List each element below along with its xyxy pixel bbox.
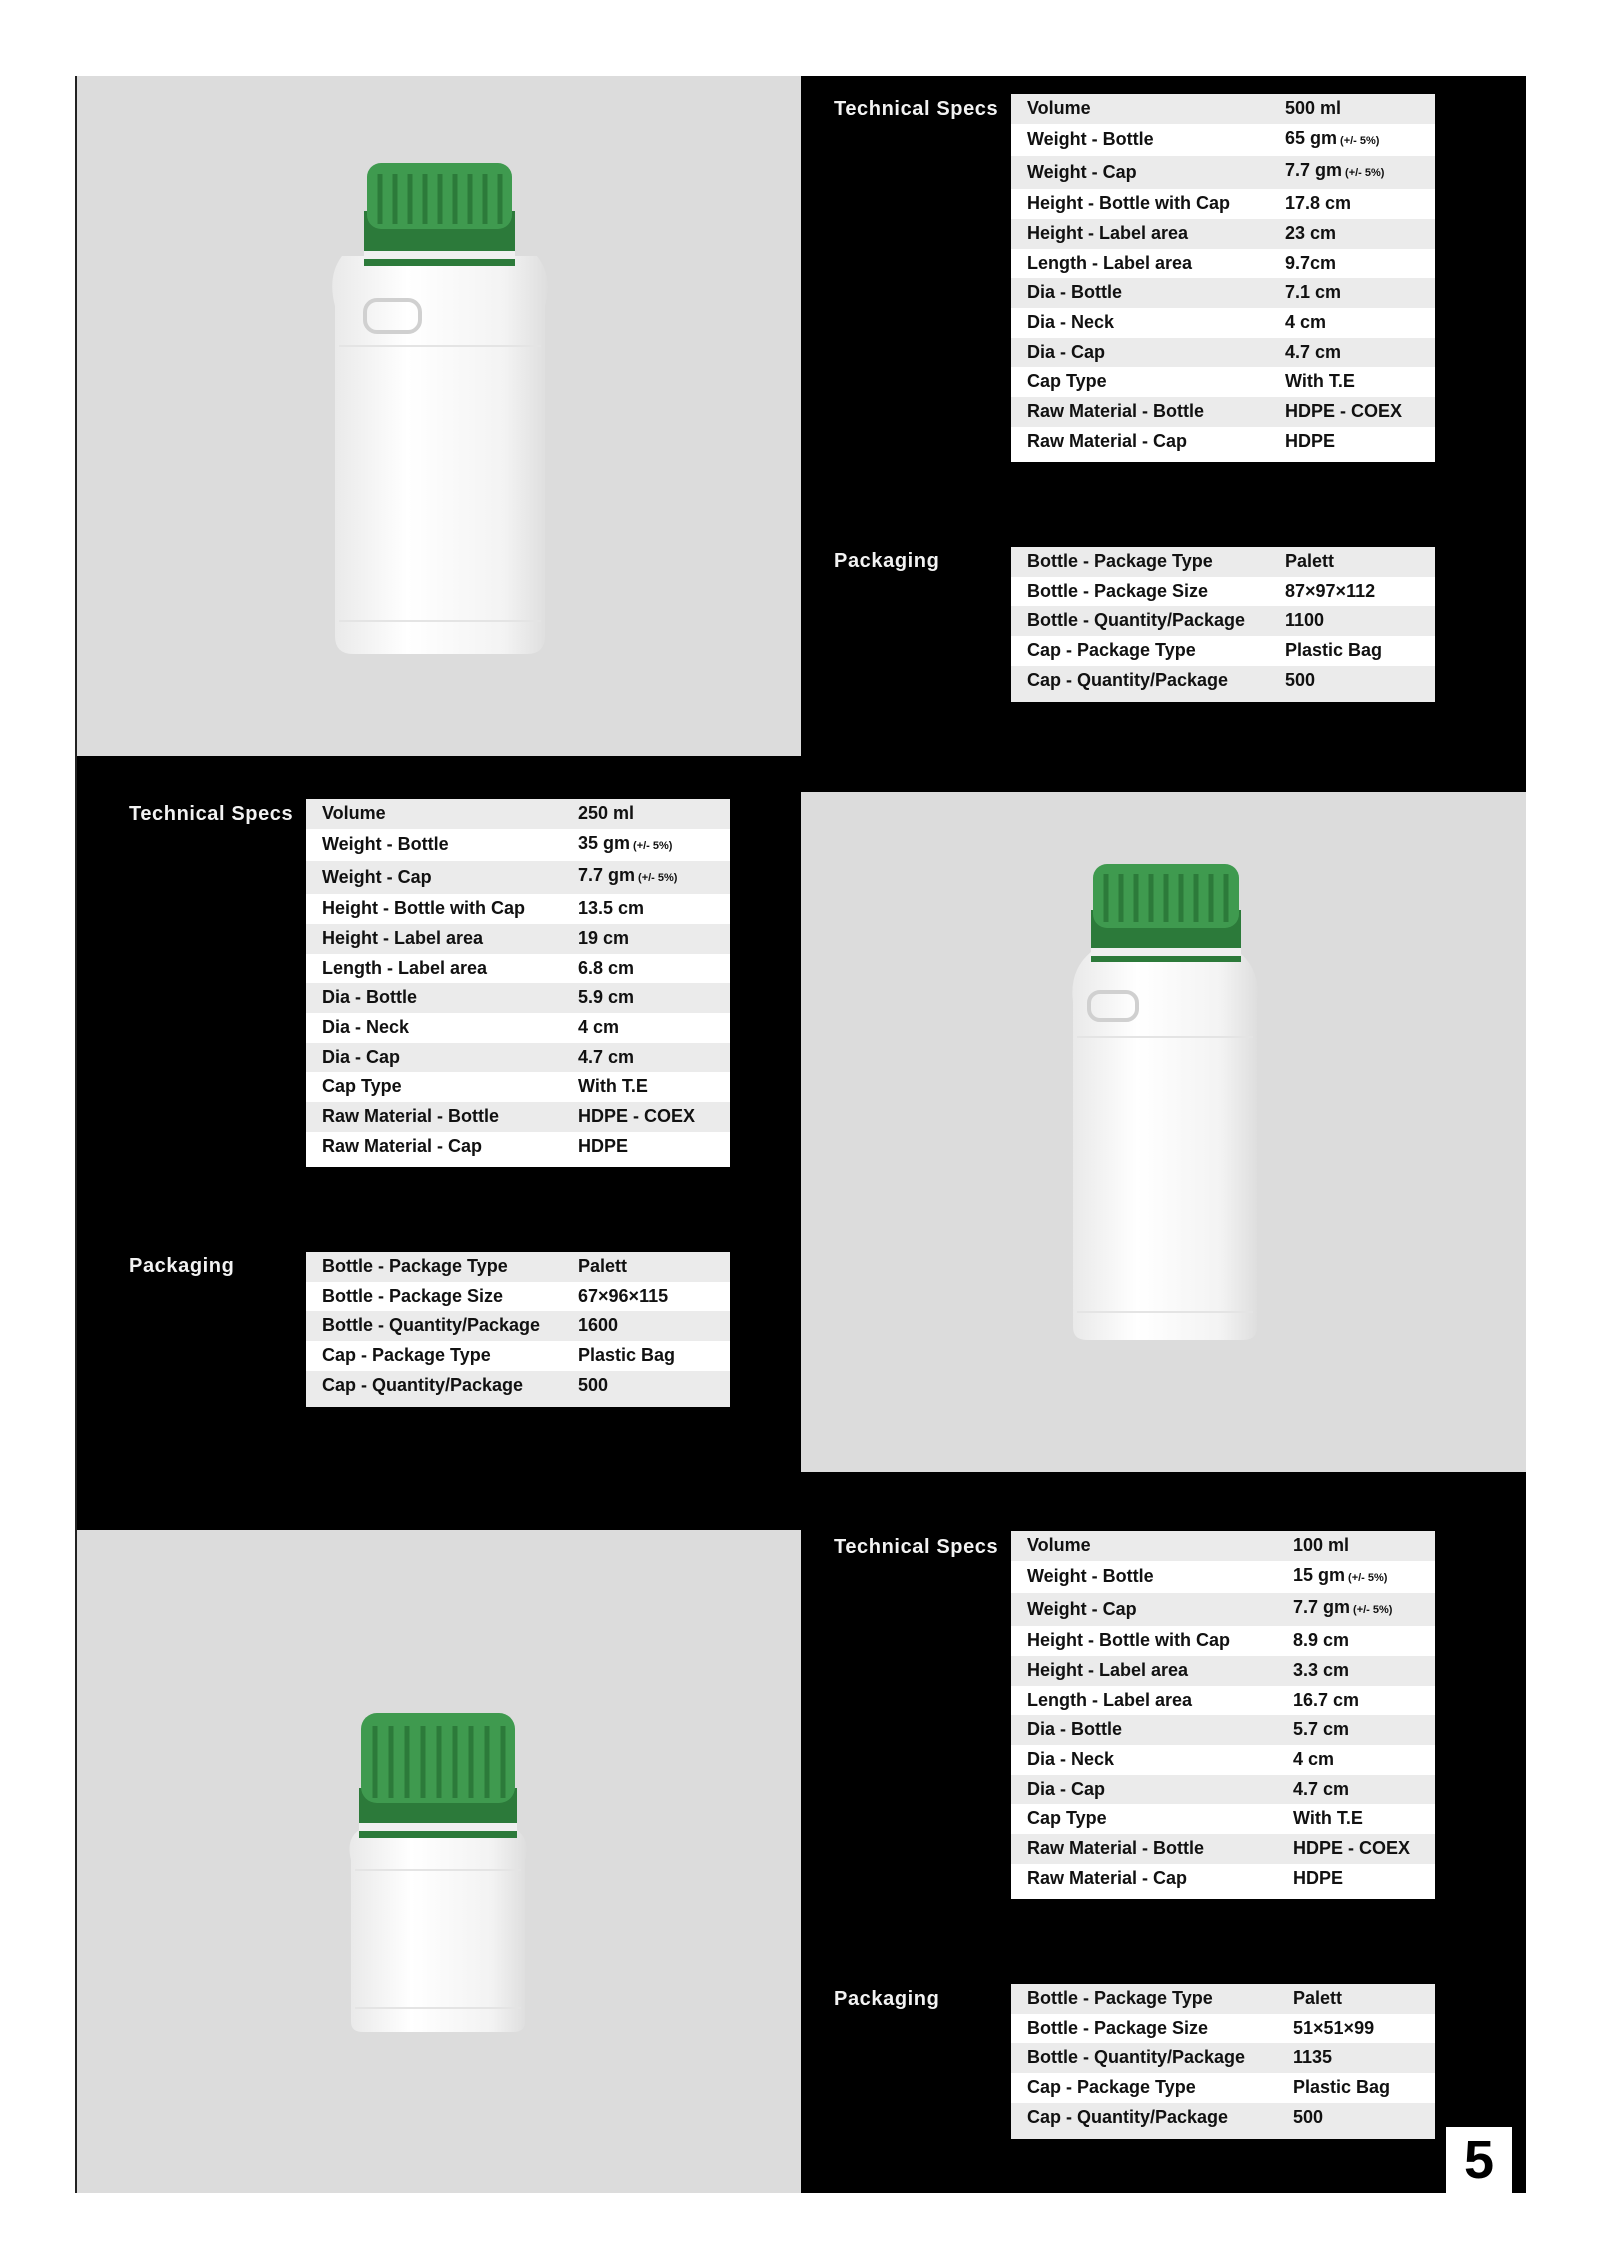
tolerance-note: (+/- 5%): [1340, 134, 1380, 147]
table-row: Weight - Bottle 35 gm (+/- 5%): [306, 829, 730, 862]
table-row: Raw Material - Bottle HDPE - COEX: [306, 1102, 730, 1132]
tolerance-note: (+/- 5%): [633, 839, 673, 852]
table-row: Weight - Cap 7.7 gm (+/- 5%): [306, 861, 730, 894]
technical-specs-heading: Technical Specs: [129, 803, 294, 825]
table-row: Bottle - Quantity/Package 1100: [1011, 606, 1435, 636]
packaging-heading: Packaging: [129, 1255, 235, 1277]
table-row: Weight - Cap 7.7 gm (+/- 5%): [1011, 156, 1435, 189]
bottle-500ml-icon: [77, 76, 801, 756]
table-row: Bottle - Package Size 87×97×112: [1011, 577, 1435, 607]
table-row: Dia - Cap 4.7 cm: [1011, 1775, 1435, 1805]
table-row: Raw Material - Bottle HDPE - COEX: [1011, 397, 1435, 427]
technical-specs-heading: Technical Specs: [834, 1536, 999, 1558]
table-row: Cap Type With T.E: [306, 1072, 730, 1102]
table-row: Height - Bottle with Cap 13.5 cm: [306, 894, 730, 924]
table-row: Bottle - Package Size 51×51×99: [1011, 2014, 1435, 2044]
product-photo-250ml: [801, 792, 1526, 1472]
table-row: Length - Label area 6.8 cm: [306, 954, 730, 984]
packaging-table-100ml: [1011, 1984, 1435, 2139]
product-photo-100ml: [77, 1530, 801, 2193]
technical-specs-table-250ml: [306, 799, 730, 1167]
page-number: 5: [1446, 2127, 1512, 2193]
table-row: Cap - Quantity/Package 500: [1011, 2103, 1435, 2139]
table-row: Volume 100 ml: [1011, 1531, 1435, 1561]
table-row: Height - Label area 23 cm: [1011, 219, 1435, 249]
table-row: Bottle - Quantity/Package 1135: [1011, 2043, 1435, 2073]
table-row: Length - Label area 16.7 cm: [1011, 1686, 1435, 1716]
table-row: Dia - Neck 4 cm: [306, 1013, 730, 1043]
table-row: Dia - Neck 4 cm: [1011, 1745, 1435, 1775]
packaging-heading: Packaging: [834, 1988, 940, 2010]
table-row: Weight - Bottle 15 gm (+/- 5%): [1011, 1561, 1435, 1594]
bottle-100ml-icon: [77, 1530, 801, 2193]
table-row: Height - Bottle with Cap 17.8 cm: [1011, 189, 1435, 219]
table-row: Dia - Bottle 5.9 cm: [306, 983, 730, 1013]
packaging-table-500ml: [1011, 547, 1435, 702]
tolerance-note: (+/- 5%): [1353, 1604, 1393, 1617]
table-row: Cap - Quantity/Package 500: [306, 1371, 730, 1407]
table-row: Cap - Package Type Plastic Bag: [306, 1341, 730, 1371]
table-row: Dia - Cap 4.7 cm: [306, 1043, 730, 1073]
table-row: Volume 250 ml: [306, 799, 730, 829]
tolerance-note: (+/- 5%): [1345, 167, 1385, 180]
table-row: Height - Label area 19 cm: [306, 924, 730, 954]
table-row: Cap Type With T.E: [1011, 1804, 1435, 1834]
table-row: Bottle - Package Type Palett: [1011, 547, 1435, 577]
packaging-table-250ml: [306, 1252, 730, 1407]
tolerance-note: (+/- 5%): [638, 872, 678, 885]
table-row: Cap - Quantity/Package 500: [1011, 666, 1435, 702]
table-row: Bottle - Package Type Palett: [1011, 1984, 1435, 2014]
bottle-250ml-icon: [801, 792, 1526, 1472]
table-row: Raw Material - Bottle HDPE - COEX: [1011, 1834, 1435, 1864]
table-row: Height - Label area 3.3 cm: [1011, 1656, 1435, 1686]
table-row: Dia - Cap 4.7 cm: [1011, 338, 1435, 368]
tolerance-note: (+/- 5%): [1348, 1571, 1388, 1584]
table-row: Bottle - Package Size 67×96×115: [306, 1282, 730, 1312]
table-row: Cap Type With T.E: [1011, 367, 1435, 397]
table-row: Raw Material - Cap HDPE: [306, 1132, 730, 1168]
product-photo-500ml: [77, 76, 801, 756]
technical-specs-heading: Technical Specs: [834, 98, 999, 120]
table-row: Cap - Package Type Plastic Bag: [1011, 636, 1435, 666]
table-row: Dia - Bottle 5.7 cm: [1011, 1715, 1435, 1745]
table-row: Height - Bottle with Cap 8.9 cm: [1011, 1626, 1435, 1656]
technical-specs-table-500ml: [1011, 94, 1435, 462]
table-row: Dia - Neck 4 cm: [1011, 308, 1435, 338]
packaging-heading: Packaging: [834, 550, 940, 572]
table-row: Length - Label area 9.7cm: [1011, 249, 1435, 279]
table-row: Cap - Package Type Plastic Bag: [1011, 2073, 1435, 2103]
table-row: Volume 500 ml: [1011, 94, 1435, 124]
technical-specs-table-100ml: [1011, 1531, 1435, 1899]
table-row: Raw Material - Cap HDPE: [1011, 427, 1435, 463]
table-row: Bottle - Package Type Palett: [306, 1252, 730, 1282]
table-row: Dia - Bottle 7.1 cm: [1011, 278, 1435, 308]
table-row: Bottle - Quantity/Package 1600: [306, 1311, 730, 1341]
table-row: Weight - Bottle 65 gm (+/- 5%): [1011, 124, 1435, 157]
table-row: Raw Material - Cap HDPE: [1011, 1864, 1435, 1900]
table-row: Weight - Cap 7.7 gm (+/- 5%): [1011, 1593, 1435, 1626]
